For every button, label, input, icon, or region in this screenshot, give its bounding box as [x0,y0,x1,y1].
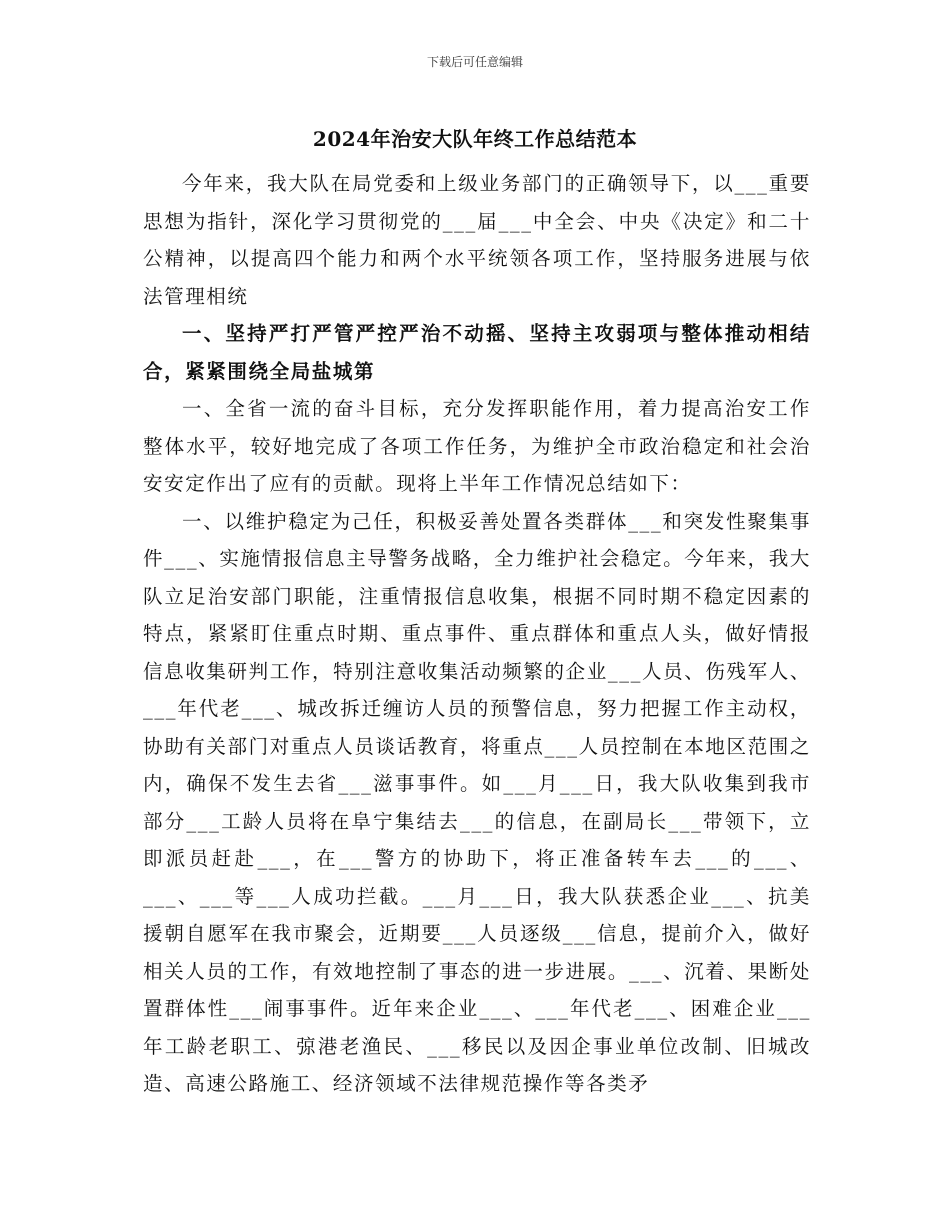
header-note: 下载后可任意编辑 [426,55,523,69]
document-body [143,165,811,1103]
paragraph-goal: 一、全省一流的奋斗目标，充分发挥职能作用，着力提高治安工作整体水平，较好地完成了各项工作任务，为维护全市政治稳定和社会治安安定作出了应有的贡献。现将上半年工作情况总结如下： [143,397,811,495]
paragraph-stability: 一、以维护稳定为己任，积极妥善处置各类群体___和突发性聚集事件___、实施情报信息主导警务战略，全力维护社会稳定。今年来，我大队立足治安部门职能，注重情报信息收集，根据不同时期不稳定因素的特点，紧紧盯住重点时期、重点事件、重点群体和重点人头，做好情报信息收集研判工作，特别注意收集活动频繁的企业___人员、伤残军人、___年代老___、城改拆迁缠访人员的预警信息，努力把握工作主动权，协助有关部门对重点人员谈话教育，将重点___人员控制在本地区范围之内，确保不发生去省___滋事事件。如___月___日，我大队收集到我市部分___工龄人员将在阜宁集结去___的信息，在副局长___带领下，立即派员赶赴___，在___警方的协助下，将正准备转车去___的___、___、___等___人成功拦截。___月___日，我大队获悉企业___、抗美援朝自愿军在我市聚会，近期要___人员逐级___信息，提前介入，做好相关人员的工作，有效地控制了事态的进一步进展。___、沉着、果断处置群体性___闹事事件。近年来企业___、___年代老___、困难企业___年工龄老职工、弶港老渔民、___移民以及因企事业单位改制、旧城改造、高速公路施工、经济领域不法律规范操作等各类矛 [143,509,811,1095]
document-title: 2024年治安大队年终工作总结范本 [312,127,638,151]
section-heading: 一、坚持严打严管严控严治不动摇、坚持主攻弱项与整体推动相结合，紧紧围绕全局盐城第 [143,322,811,383]
paragraph-intro: 今年来，我大队在局党委和上级业务部门的正确领导下，以___重要思想为指针，深化学习贯彻党的___届___中全会、中央《决定》和二十公精神，以提高四个能力和两个水平统领各项工作，坚持服务进展与依法管理相统 [143,172,811,308]
